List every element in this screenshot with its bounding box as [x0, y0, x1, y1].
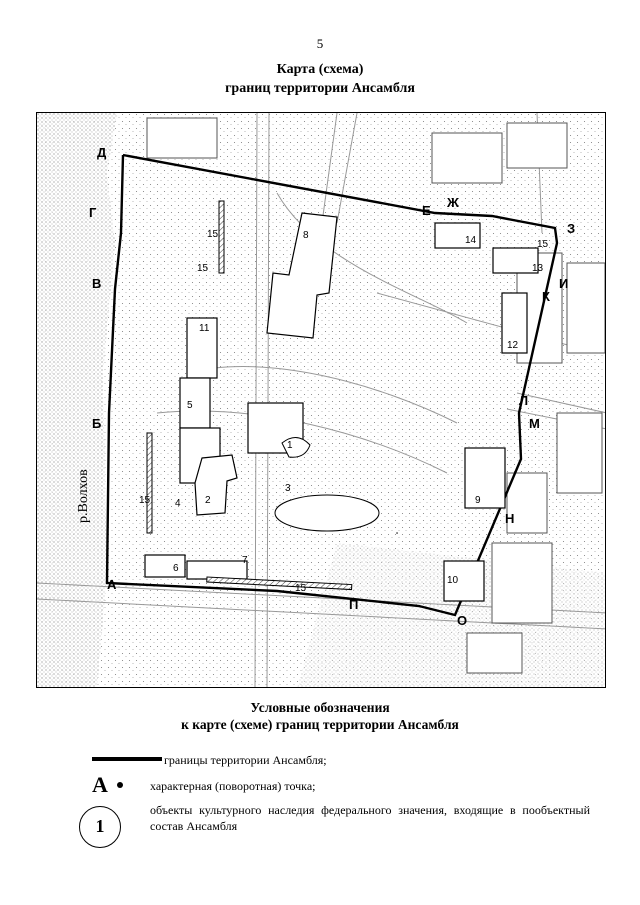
svg-text:14: 14 — [465, 235, 477, 246]
svg-text:5: 5 — [187, 400, 193, 411]
legend-point-dot-icon — [117, 782, 123, 788]
legend-object-circle-symbol: 1 — [79, 806, 121, 848]
svg-text:И: И — [559, 276, 569, 291]
svg-text:А: А — [107, 577, 117, 592]
svg-text:3: 3 — [285, 483, 291, 494]
map-title-line1: Карта (схема) — [276, 62, 364, 77]
legend-boundary-text: границы территории Ансамбля; — [164, 753, 327, 767]
svg-text:1: 1 — [287, 440, 293, 451]
svg-text:Н: Н — [505, 511, 515, 526]
legend-point-text: характерная (поворотная) точка; — [150, 779, 316, 793]
svg-text:В: В — [92, 276, 102, 291]
svg-text:10: 10 — [447, 575, 459, 586]
svg-text:15: 15 — [537, 239, 549, 250]
svg-text:Л: Л — [519, 393, 529, 408]
svg-text:9: 9 — [475, 495, 481, 506]
legend-object-text: объекты культурного наследия федерального значения, входящие в пообъектный состав Ансамбля — [150, 803, 590, 833]
svg-text:15: 15 — [197, 263, 209, 274]
svg-text:П: П — [349, 597, 359, 612]
svg-text:13: 13 — [532, 263, 544, 274]
legend-title-line2: к карте (схеме) границ территории Ансамбля — [181, 717, 459, 732]
svg-text:15: 15 — [139, 495, 151, 506]
svg-text:Б: Б — [92, 416, 102, 431]
legend-title-line1: Условные обозначения — [250, 700, 390, 715]
svg-text:11: 11 — [199, 323, 210, 334]
svg-text:2: 2 — [205, 495, 211, 506]
svg-text:Ж: Ж — [447, 195, 459, 210]
map-drawing — [37, 113, 606, 688]
svg-text:О: О — [457, 613, 468, 628]
svg-text:Е: Е — [422, 203, 431, 218]
map-title-line2: границ территории Ансамбля — [225, 81, 415, 96]
svg-text:М: М — [529, 416, 540, 431]
svg-text:З: З — [567, 221, 576, 236]
page-number: 5 — [316, 36, 324, 51]
svg-text:15: 15 — [295, 583, 307, 594]
svg-text:К: К — [542, 289, 550, 304]
svg-text:4: 4 — [175, 498, 181, 509]
svg-text:Д: Д — [97, 145, 107, 160]
svg-text:Г: Г — [89, 205, 97, 220]
svg-text:12: 12 — [507, 340, 519, 351]
svg-text:7: 7 — [242, 555, 248, 566]
map-scheme — [36, 112, 606, 688]
svg-text:6: 6 — [173, 563, 179, 574]
legend-point-symbol: А — [92, 772, 108, 797]
svg-text:15: 15 — [207, 229, 219, 240]
river-label: р.Волхов — [76, 469, 91, 523]
svg-text:8: 8 — [303, 230, 309, 241]
legend-boundary-line-symbol — [92, 757, 162, 761]
